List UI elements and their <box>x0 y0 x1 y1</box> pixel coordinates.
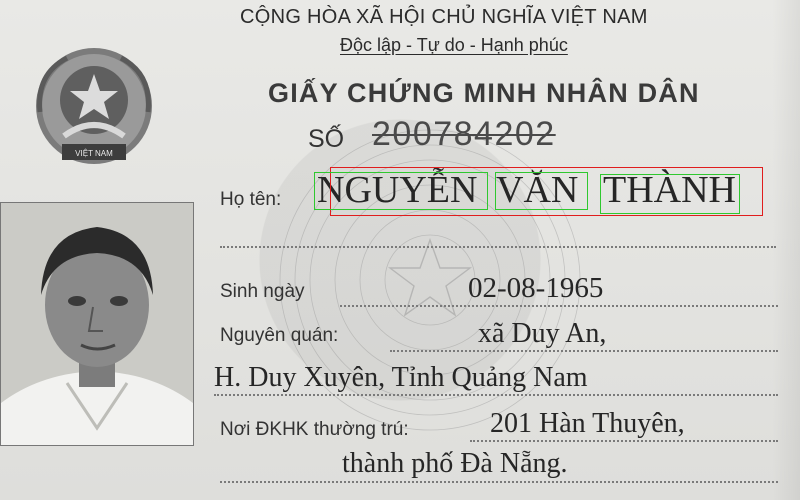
word-annotation-box <box>600 174 740 214</box>
national-emblem <box>22 44 172 172</box>
document-title: GIẤY CHỨNG MINH NHÂN DÂN <box>268 78 700 108</box>
origin-line-2: H. Duy Xuyên, Tỉnh Quảng Nam <box>214 362 588 393</box>
origin-dotted-line-2 <box>214 394 778 396</box>
emblem-text: VIỆT NAM <box>75 149 113 158</box>
dob-value: 02-08-1965 <box>468 272 604 304</box>
residence-dotted-line-2 <box>220 481 778 483</box>
national-motto: Độc lập - Tự do - Hạnh phúc <box>340 35 568 55</box>
residence-label: Nơi ĐKHK thường trú: <box>220 419 409 440</box>
portrait-photo <box>0 202 194 446</box>
residence-line-2: thành phố Đà Nẵng. <box>342 448 568 479</box>
residence-line-1: 201 Hàn Thuyên, <box>490 408 685 439</box>
name-part-middle: VĂN <box>496 169 579 211</box>
word-annotation-box <box>495 172 588 210</box>
portrait-image <box>1 203 193 445</box>
residence-dotted-line-1 <box>470 440 778 442</box>
country-name: CỘNG HÒA XÃ HỘI CHỦ NGHĨA VIỆT NAM <box>240 6 648 28</box>
id-number: 200784202 <box>372 115 556 153</box>
name-part-given: THÀNH <box>603 169 736 211</box>
card-edge-shadow <box>772 0 800 500</box>
word-annotation-box <box>314 172 488 210</box>
name-part-family: NGUYỄN <box>317 169 478 211</box>
dob-dotted-line <box>340 305 778 307</box>
origin-label: Nguyên quán: <box>220 325 339 346</box>
name-dotted-line <box>220 246 776 248</box>
origin-dotted-line-1 <box>390 350 778 352</box>
id-number-label: SỐ <box>308 125 345 153</box>
dob-label: Sinh ngày <box>220 281 305 302</box>
name-label: Họ tên: <box>220 189 282 210</box>
origin-line-1: xã Duy An, <box>478 318 607 349</box>
